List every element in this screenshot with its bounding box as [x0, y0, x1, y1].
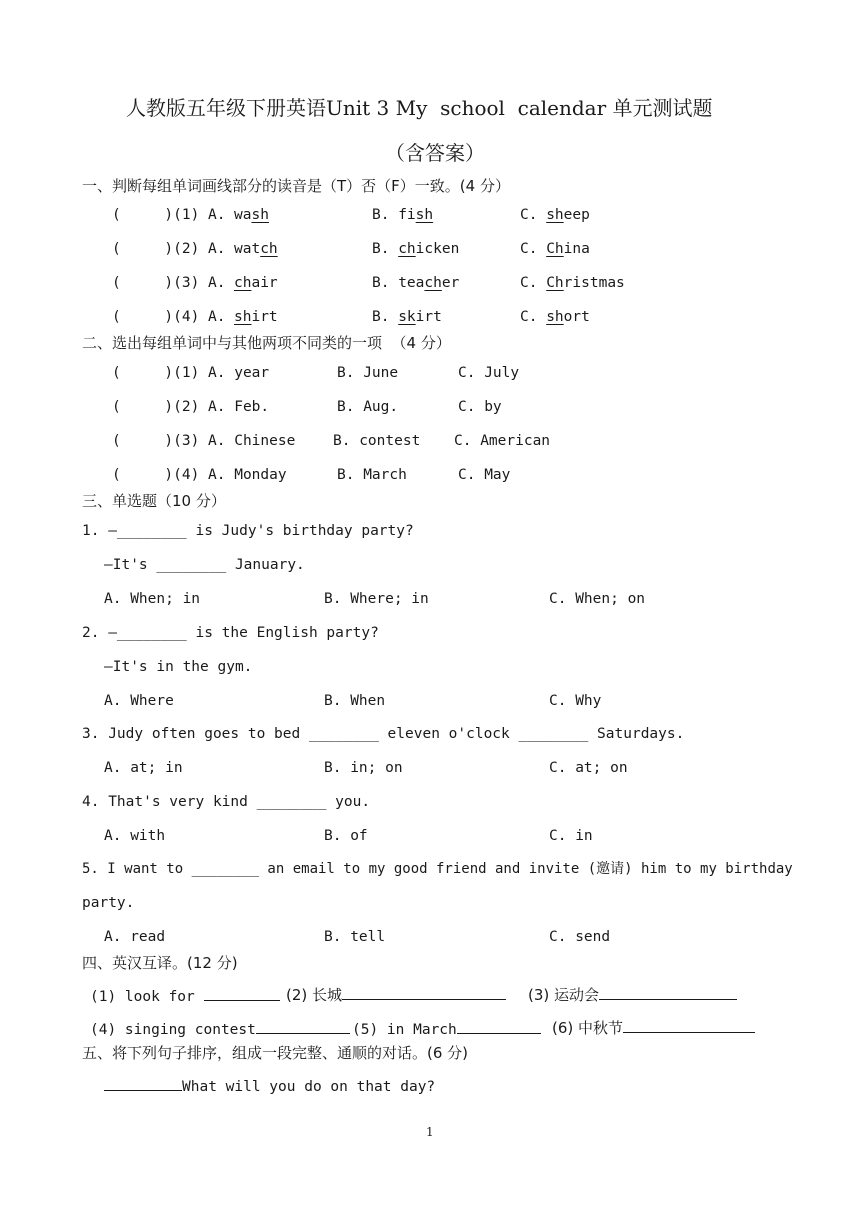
- order-blank[interactable]: [104, 1076, 182, 1091]
- section2-row-label: ( )(4) A. Monday: [112, 467, 287, 483]
- option-a: wash: [234, 207, 269, 223]
- option-a: A. at; in: [104, 760, 183, 776]
- option-c: C. May: [458, 467, 511, 483]
- page-subtitle: （含答案）: [385, 141, 485, 165]
- option-c: C. at; on: [549, 760, 628, 776]
- option-a: A. with: [104, 828, 166, 844]
- option-a: shirt: [234, 309, 278, 325]
- translation-item: (6) 中秋节: [552, 1018, 755, 1036]
- option-b: B. Aug.: [337, 399, 399, 415]
- section1-heading: 一、判断每组单词画线部分的读音是（T）否（F）一致。(4 分）: [82, 177, 510, 195]
- option-b: B. of: [324, 828, 368, 844]
- option-b: B. tell: [324, 929, 386, 945]
- option-b: B. Where; in: [324, 591, 429, 607]
- translation-item: (4) singing contest: [90, 1019, 350, 1038]
- row-label: ( )(3) A.: [112, 275, 235, 291]
- option-a: A. Where: [104, 693, 174, 709]
- question-3: 3. Judy often goes to bed ________ eleven o'clock ________ Saturdays.: [82, 726, 685, 742]
- option-a: chair: [234, 275, 278, 291]
- section4-heading: 四、英汉互译。(12 分): [82, 954, 238, 972]
- question-5: 5. I want to ________ an email to my good friend and invite (邀请) him to my birthday: [82, 861, 793, 877]
- page-title: 人教版五年级下册英语Unit 3 My school calendar 单元测试题: [126, 96, 713, 120]
- option-a: A. When; in: [104, 591, 201, 607]
- row-label: ( )(4) A.: [112, 309, 235, 325]
- answer-blank[interactable]: [342, 985, 506, 1000]
- answer-blank[interactable]: [599, 985, 737, 1000]
- option-c: C. in: [549, 828, 593, 844]
- row-label: ( )(2) A.: [112, 241, 235, 257]
- translation-item: (1) look for: [90, 986, 280, 1005]
- question-5-continuation: party.: [82, 895, 135, 911]
- translation-item: (3) 运动会: [528, 985, 737, 1003]
- option-b: B. March: [337, 467, 407, 483]
- option-b: B. in; on: [324, 760, 403, 776]
- option-b: B. June: [337, 365, 399, 381]
- option-c: C. Christmas: [520, 275, 625, 291]
- question-1: 1. —________ is Judy's birthday party?: [82, 523, 414, 539]
- option-c: C. When; on: [549, 591, 646, 607]
- section2-row-label: ( )(3) A. Chinese: [112, 433, 296, 449]
- row-label: ( )(1) A.: [112, 207, 235, 223]
- section2-row-label: ( )(2) A. Feb.: [112, 399, 270, 415]
- section3-heading: 三、单选题（10 分）: [82, 492, 226, 510]
- question-2: 2. —________ is the English party?: [82, 625, 379, 641]
- option-c: C. China: [520, 241, 590, 257]
- option-c: C. by: [458, 399, 502, 415]
- answer-blank[interactable]: [256, 1019, 350, 1034]
- option-c: C. July: [458, 365, 520, 381]
- answer-blank[interactable]: [204, 986, 280, 1001]
- translation-item: (2) 长城: [286, 985, 506, 1003]
- option-b: B. teacher: [372, 275, 460, 291]
- option-a: A. read: [104, 929, 166, 945]
- section2-row-label: ( )(1) A. year: [112, 365, 270, 381]
- page-number: 1: [426, 1125, 434, 1139]
- answer-blank[interactable]: [623, 1018, 755, 1033]
- option-a: watch: [234, 241, 278, 257]
- option-b: B. chicken: [372, 241, 460, 257]
- section2-heading: 二、选出每组单词中与其他两项不同类的一项 （4 分）: [82, 334, 451, 352]
- option-b: B. contest: [333, 433, 421, 449]
- option-c: C. send: [549, 929, 611, 945]
- translation-item: (5) in March: [352, 1019, 541, 1038]
- option-c: C. Why: [549, 693, 602, 709]
- option-b: B. fish: [372, 207, 434, 223]
- option-c: C. sheep: [520, 207, 590, 223]
- option-c: C. American: [454, 433, 551, 449]
- option-c: C. short: [520, 309, 590, 325]
- option-b: B. skirt: [372, 309, 442, 325]
- dialogue-line: What will you do on that day?: [104, 1076, 435, 1095]
- question-4: 4. That's very kind ________ you.: [82, 794, 371, 810]
- option-b: B. When: [324, 693, 386, 709]
- question-1-answer-line: —It's ________ January.: [104, 557, 305, 573]
- question-2-answer-line: —It's in the gym.: [104, 659, 253, 675]
- section5-heading: 五、将下列句子排序，组成一段完整、通顺的对话。(6 分): [82, 1044, 469, 1062]
- answer-blank[interactable]: [457, 1019, 541, 1034]
